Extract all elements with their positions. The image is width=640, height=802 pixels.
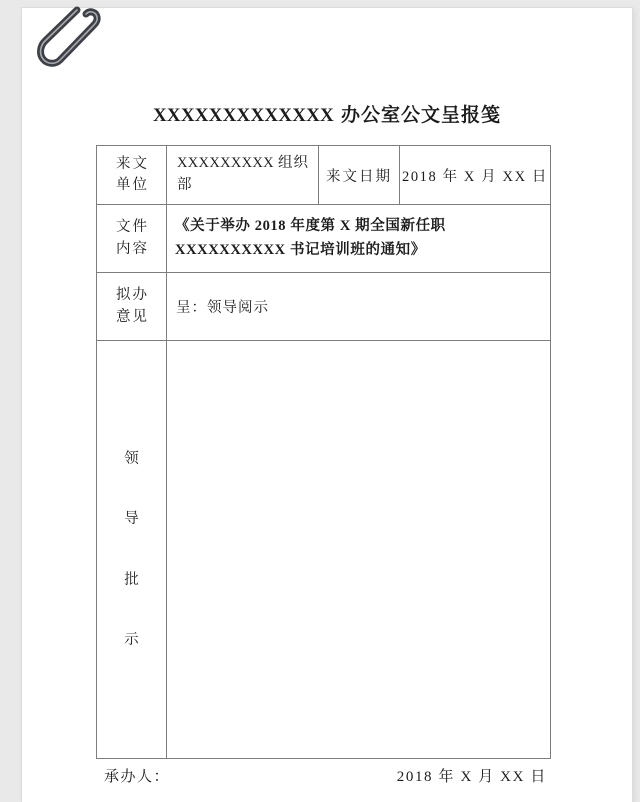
table-row-content: [97, 205, 551, 273]
page-title-cn-part: 办公室公文呈报笺: [340, 105, 501, 126]
content-value-cell[interactable]: [167, 205, 551, 273]
date-label-cell: 来文日期: [319, 146, 400, 205]
content-label-cell: [97, 205, 167, 273]
approval-label-char2: 导: [124, 511, 139, 527]
source-label-line1: 来文: [116, 155, 149, 172]
footer: [96, 765, 551, 786]
date-value-cell[interactable]: 2018 年 X 月 XX 日: [400, 146, 551, 205]
table-row-source: [97, 146, 551, 205]
opinion-label-line1: 拟办: [116, 287, 149, 304]
source-value-x: XXXXXXXXX: [177, 155, 274, 172]
opinion-value-cell[interactable]: 呈：领导阅示: [167, 273, 551, 341]
opinion-label-cell: [97, 273, 167, 341]
approval-label-char3: 批: [124, 571, 139, 588]
source-label-cell: [97, 146, 167, 205]
page-title: [22, 100, 632, 127]
document-page: [22, 8, 632, 802]
footer-handler-label: 承办人：: [104, 769, 171, 785]
footer-date: 2018 年 X 月 XX 日: [396, 769, 547, 785]
content-value-line2: XXXXXXXXXX 书记培训班的通知》: [175, 241, 426, 258]
approval-label-cell: [97, 341, 167, 759]
table-row-opinion: [97, 273, 551, 341]
approval-label-char1: 领: [124, 450, 139, 467]
page-title-x-part: XXXXXXXXXXXXX: [153, 105, 334, 126]
content-label-line2: 内容: [116, 240, 149, 257]
approval-value-cell[interactable]: [167, 341, 551, 759]
opinion-label-line2: 意见: [116, 308, 149, 325]
source-value-cell[interactable]: [167, 146, 319, 205]
document-form-table: [96, 145, 551, 759]
content-label-line1: 文件: [116, 219, 149, 236]
paperclip-icon: [36, 2, 108, 82]
source-value-cn: 组织部: [177, 155, 309, 193]
approval-label-char4: 示: [124, 632, 139, 648]
source-label-line2: 单位: [116, 177, 149, 193]
content-value-line1: 《关于举办 2018 年度第 X 期全国新任职: [175, 218, 446, 235]
table-row-approval: [97, 341, 551, 759]
